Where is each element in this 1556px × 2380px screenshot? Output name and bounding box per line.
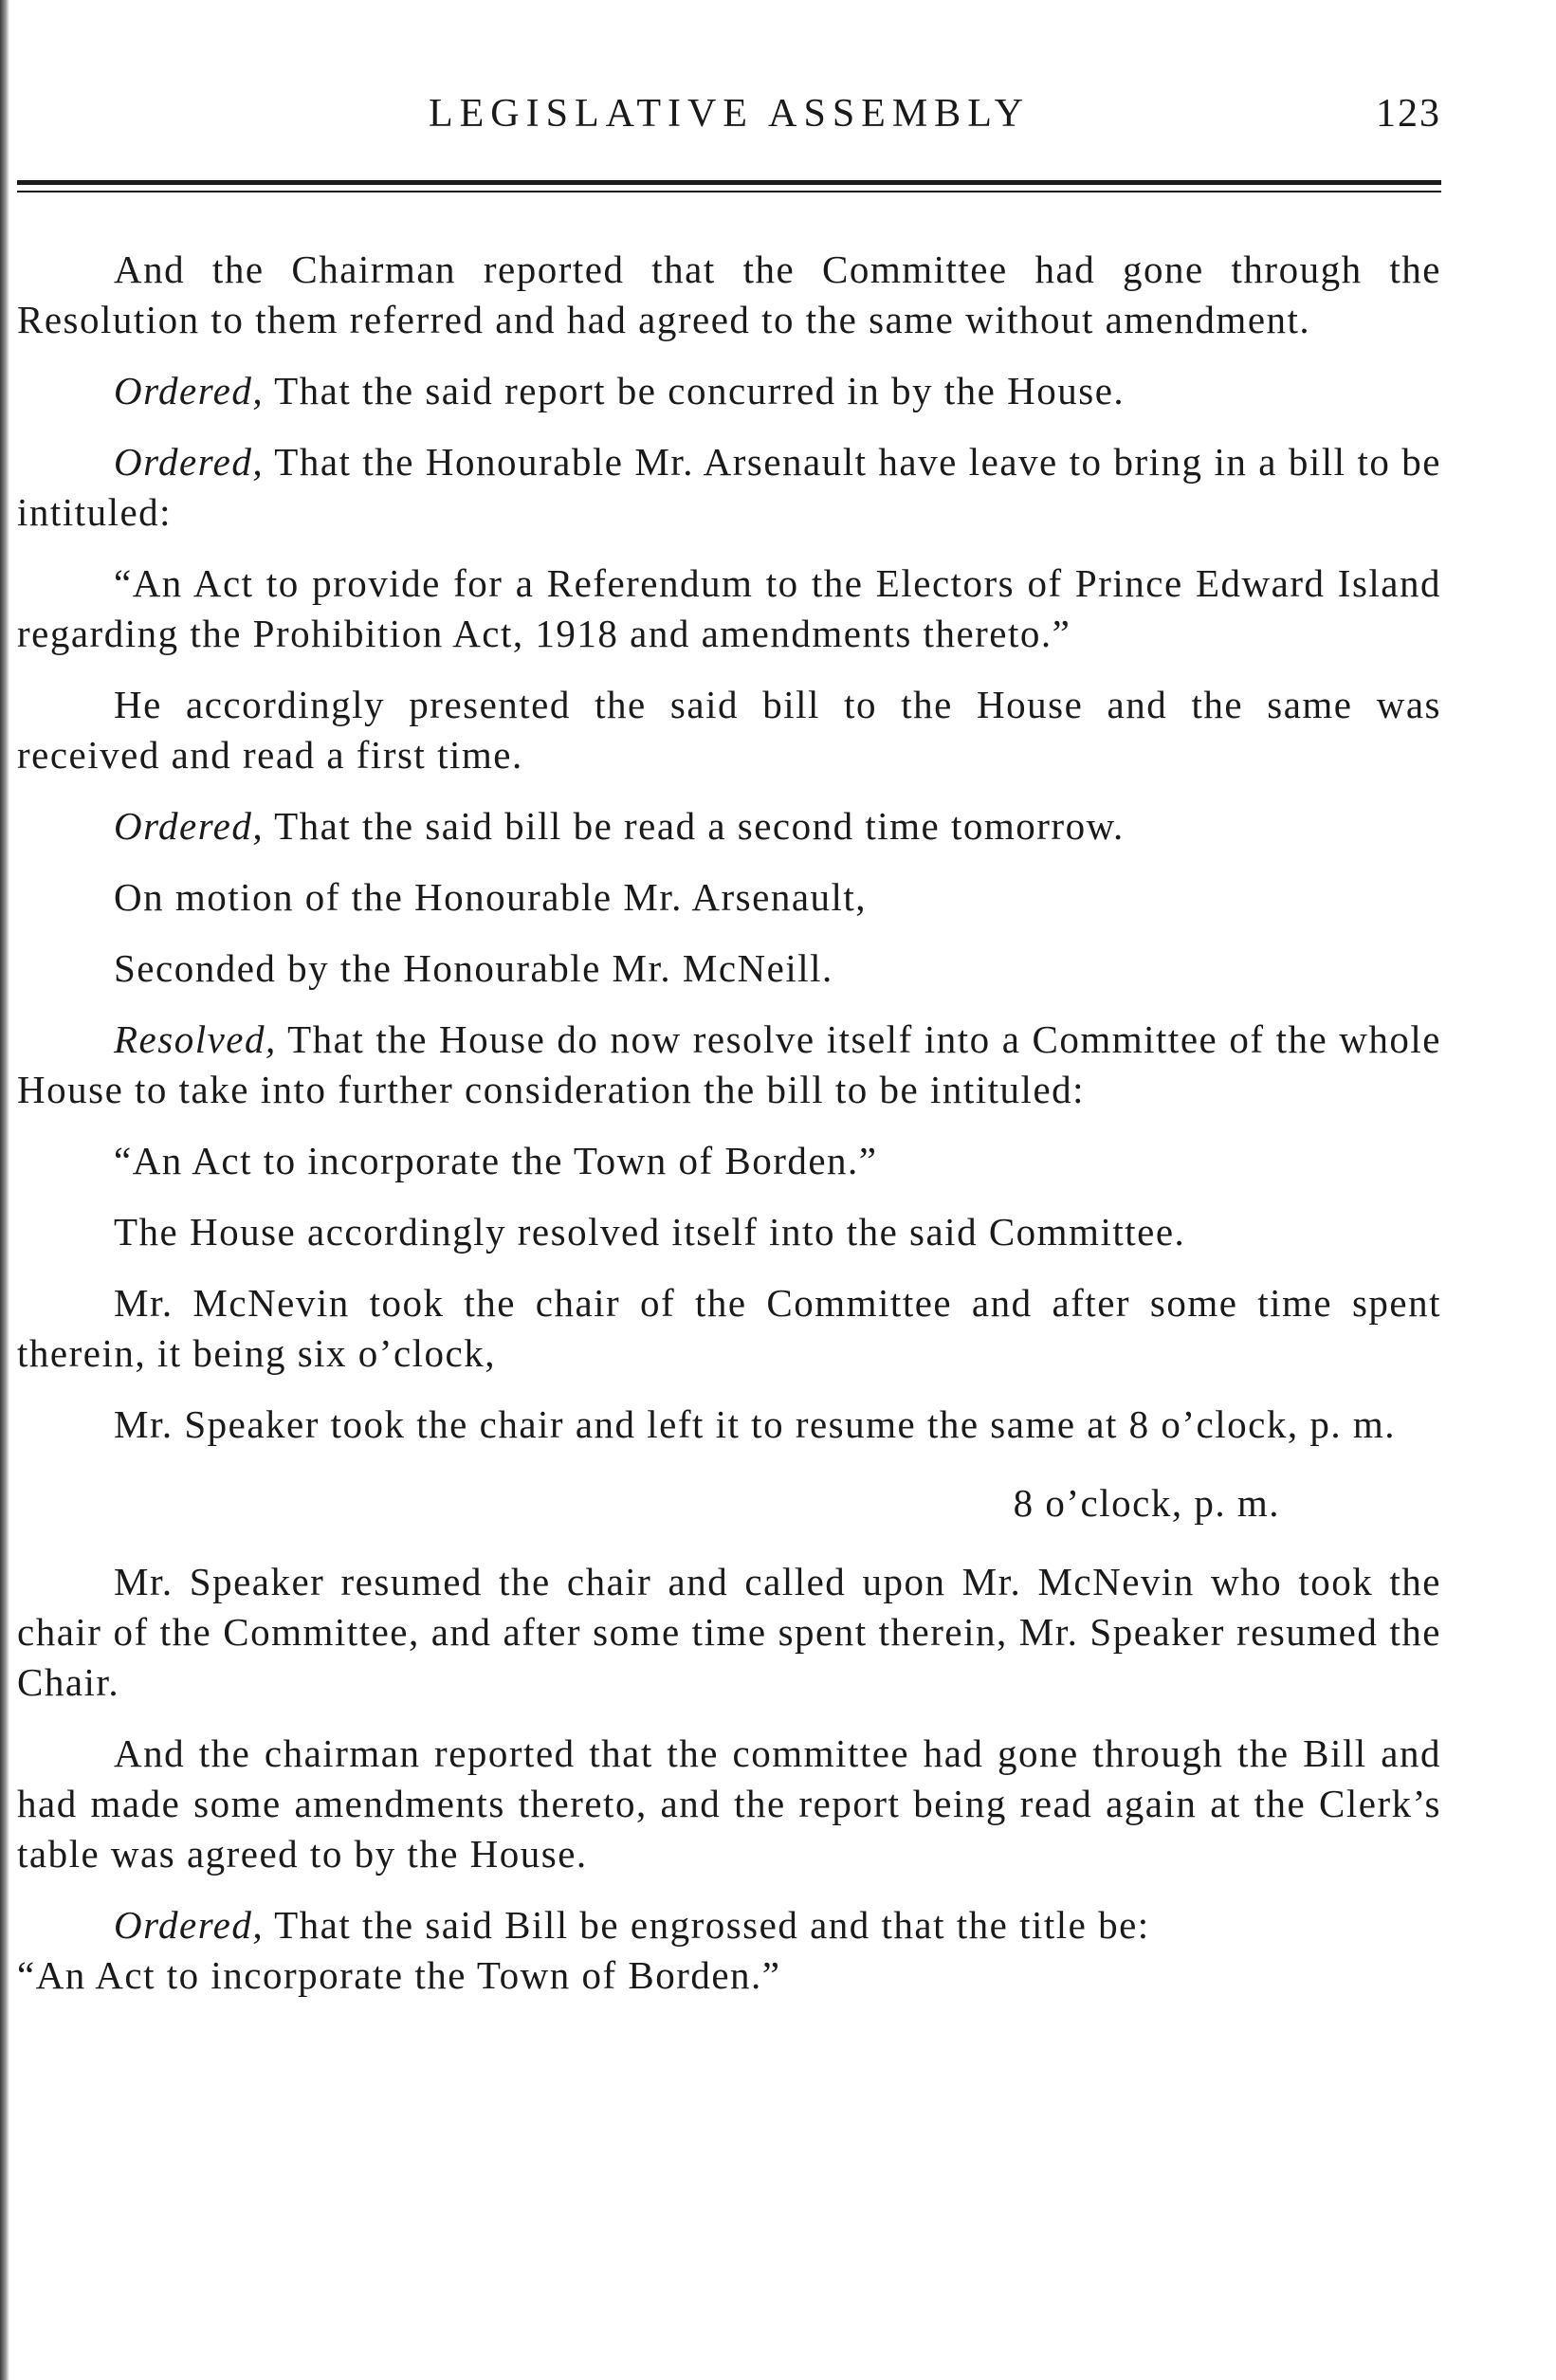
paragraph-final-title: “An Act to incorporate the Town of Borden.” <box>17 1953 781 1997</box>
paragraph-seconded: Seconded by the Honourable Mr. McNeill. <box>114 946 833 990</box>
paragraph-label: Ordered, <box>114 1903 265 1947</box>
paragraph-committee-resolved: The House accordingly resolved itself into the said Committee. <box>114 1210 1186 1254</box>
paragraph-mcnevin-chair: Mr. McNevin took the chair of the Committee and after some time spent therein, it being six o’clock, <box>17 1281 1441 1375</box>
header-rule-thick <box>17 180 1441 185</box>
paragraph-label: Ordered, <box>114 804 265 848</box>
paragraph-amendments-report: And the chairman reported that the committee had gone through the Bill and had made some amendments thereto, and the report being read again at the Clerk’s table was agreed to by the House. <box>17 1731 1441 1876</box>
paragraph-first-reading: He accordingly presented the said bill to the House and the same was received and read a first time. <box>17 683 1441 777</box>
paragraph-label: Ordered, <box>114 440 265 484</box>
page-header <box>17 83 1441 150</box>
paragraph-ordered-second-reading: Ordered, That the said bill be read a second time tomorrow. <box>114 804 1125 848</box>
paragraph-bill-title-borden: “An Act to incorporate the Town of Borden.” <box>114 1139 878 1182</box>
paragraph-speaker-left: Mr. Speaker took the chair and left it to resume the same at 8 o’clock, p. m. <box>114 1402 1396 1446</box>
paragraph-chairman-report: And the Chairman reported that the Committee had gone through the Resolution to them referred and had agreed to the same without amendment. <box>17 247 1441 341</box>
paragraph-resolved: Resolved, That the House do now resolve itself into a Committee of the whole House to take into further consideration the bill to be intituled: <box>17 1017 1441 1111</box>
journal-body <box>17 245 1441 2022</box>
paragraph-label: Resolved, <box>114 1017 277 1061</box>
paragraph-ordered-leave: Ordered, That the Honourable Mr. Arsenault have leave to bring in a bill to be intituled: <box>17 440 1441 534</box>
running-head: LEGISLATIVE ASSEMBLY <box>429 92 1030 136</box>
time-heading: 8 o’clock, p. m. <box>1013 1481 1280 1525</box>
paragraph-label: Ordered, <box>114 369 265 412</box>
paragraph-speaker-resumed: Mr. Speaker resumed the chair and called upon Mr. McNevin who took the chair of the Committee, and after some time spent therein, Mr. Speaker resumed the Chair. <box>17 1560 1441 1704</box>
paragraph-ordered-concurred: Ordered, That the said report be concurred in by the House. <box>114 369 1126 412</box>
paragraph-motion: On motion of the Honourable Mr. Arsenault, <box>114 875 868 919</box>
header-rule-thin <box>17 191 1441 192</box>
paragraph-bill-title-referendum: “An Act to provide for a Referendum to the Electors of Prince Edward Island regarding the Prohibition Act, 1918 and amendments thereto.” <box>17 561 1441 655</box>
paragraph-ordered-engrossed: Ordered, That the said Bill be engrossed and that the title be: <box>114 1903 1150 1947</box>
page-number: 123 <box>1376 92 1441 136</box>
page-binding-edge <box>0 0 9 2380</box>
